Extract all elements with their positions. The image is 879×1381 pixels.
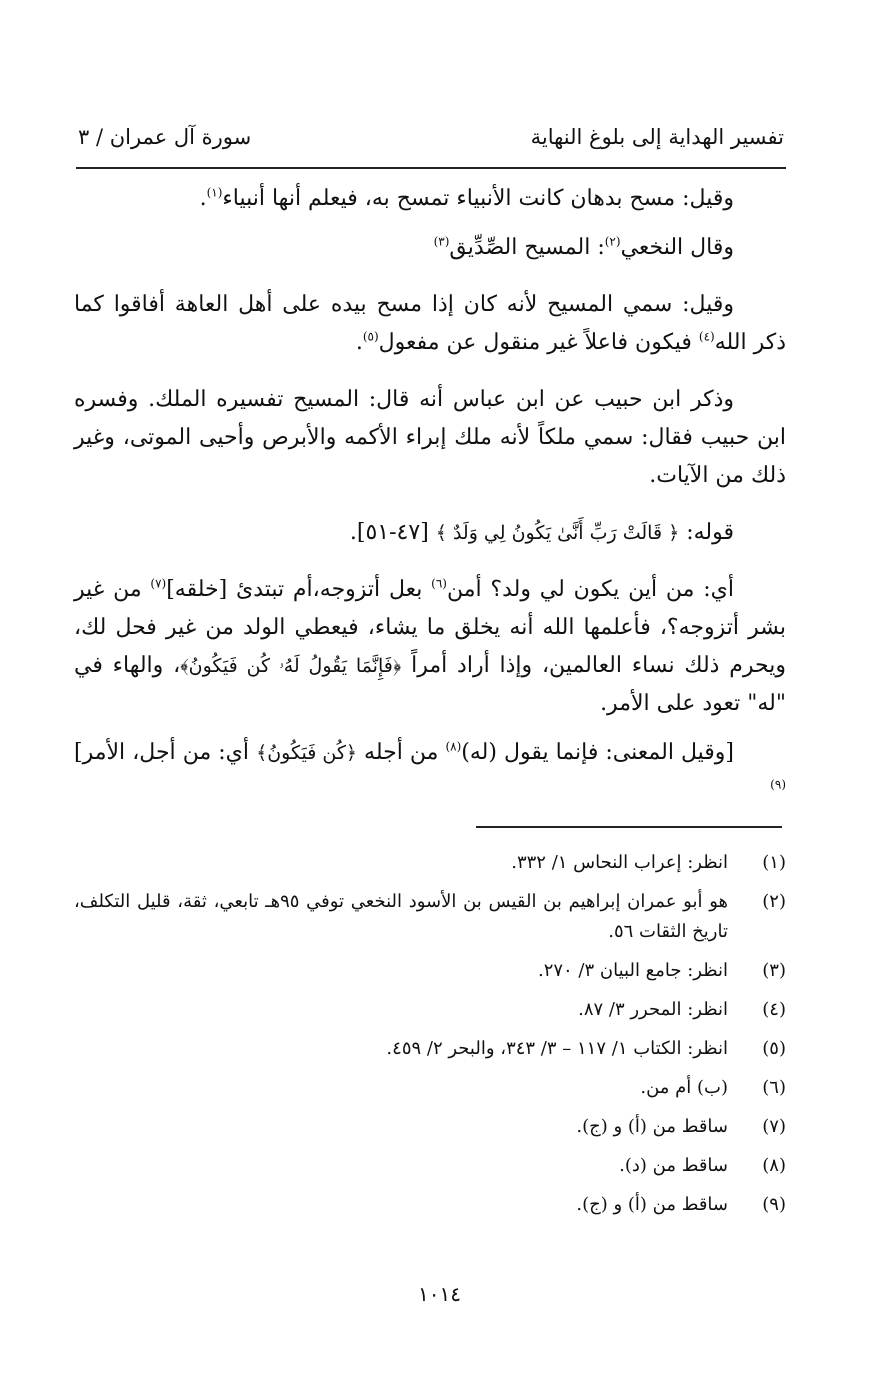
running-header (78, 114, 784, 160)
header-divider (76, 167, 786, 169)
footnote-number: (٧) (762, 1116, 786, 1137)
main-text (74, 180, 786, 829)
paragraph-text: من غير بشر أتزوجه؟، فأعلمها الله أنه يخلق ما يشاء، فيعطي الولد من غير فحل لك، ويحرم ذلك نساء العالمين، وإذا أراد أمراً (74, 577, 786, 678)
quran-verse: ﴿فَإِنَّمَا يَقُولُ لَهُۥ كُن فَيَكُونُ﴾ (180, 655, 402, 677)
paragraph-text: أي: من أجل، الأمر] (74, 740, 257, 765)
footnote-ref: (٧) (150, 576, 167, 591)
footnote-ref: (٤) (698, 329, 715, 344)
footnote-number: (١) (762, 852, 786, 873)
footnote-number: (٣) (762, 960, 786, 981)
footnote-text: انظر: الكتاب ١/ ١١٧ – ٣/ ٣٤٣، والبحر ٢/ ٤٥٩. (386, 1038, 728, 1059)
footnote-ref: (١) (206, 185, 223, 200)
paragraph-2 (74, 229, 786, 267)
footnote-item (74, 1112, 786, 1142)
footnote-number: (٨) (762, 1155, 786, 1176)
paragraph-text: وقيل: سمي المسيح لأنه كان إذا مسح بيده على أهل العاهة أفاقوا كما ذكر الله (74, 292, 786, 355)
footnote-item (74, 1151, 786, 1181)
footnote-ref: (٥) (362, 329, 379, 344)
page-number: ١٠١٤ (418, 1282, 461, 1306)
book-title: تفسير الهداية إلى بلوغ النهاية (530, 125, 784, 149)
footnote-ref: (٦) (431, 576, 447, 591)
footnote-item (74, 956, 786, 986)
paragraph-6 (74, 571, 786, 723)
footnote-text: انظر: المحرر ٣/ ٨٧. (578, 999, 728, 1020)
footnote-text: ساقط من (د). (619, 1155, 728, 1176)
paragraph-text: وذكر ابن حبيب عن ابن عباس أنه قال: المسيح تفسيره الملك. وفسره ابن حبيب فقال: سمي ملكاً لأنه ملك إبراء الأكمه والأبرص وأحيى الموتى، وغير ذلك من الآيات. (74, 387, 786, 488)
paragraph-text: من أجله (357, 740, 446, 765)
footnote-divider (476, 826, 782, 828)
footnote-item (74, 887, 786, 947)
footnote-text: انظر: جامع البيان ٣/ ٢٧٠. (537, 960, 728, 981)
footnote-text: (ب) أم من. (640, 1077, 728, 1098)
paragraph-7 (74, 734, 786, 810)
footnote-item (74, 995, 786, 1025)
quran-verse: ﴿كُن فَيَكُونُ﴾ (256, 742, 357, 764)
paragraph-text: : المسيح الصِّدِّيق (449, 235, 605, 260)
footnote-number: (٦) (762, 1077, 786, 1098)
paragraph-5 (74, 514, 786, 552)
paragraph-text: . (355, 330, 363, 355)
footnote-item (74, 1073, 786, 1103)
footnote-ref: (٩) (770, 777, 786, 792)
footnote-number: (٤) (762, 999, 786, 1020)
paragraph-text: وقيل: مسح بدهان كانت الأنبياء تمسح به، فيعلم أنها أنبياء (222, 186, 734, 211)
paragraph-3 (74, 286, 786, 362)
paragraph-4 (74, 381, 786, 495)
paragraph-text: بعل أتزوجه،أم تبتدئ [خلقه] (166, 577, 432, 602)
paragraph-text: ، والهاء في "له" تعود على الأمر. (74, 653, 786, 716)
footnote-text: ساقط من (أ) و (ج). (576, 1194, 728, 1215)
verse-reference: [٤٧-٥١]. (349, 520, 436, 545)
footnote-text: ساقط من (أ) و (ج). (576, 1116, 728, 1137)
footnotes-list (74, 848, 786, 1229)
footnote-ref: (٨) (445, 739, 462, 754)
footnote-item (74, 1190, 786, 1220)
paragraph-1 (74, 180, 786, 218)
footnote-text: انظر: إعراب النحاس ١/ ٣٣٢. (511, 852, 728, 873)
footnote-number: (٩) (762, 1194, 786, 1215)
footnote-item (74, 848, 786, 878)
footnote-number: (٢) (762, 891, 786, 912)
footnote-ref: (٣) (433, 234, 450, 249)
paragraph-text: [وقيل المعنى: فإنما يقول (له) (461, 740, 734, 765)
footnote-number: (٥) (762, 1038, 786, 1059)
paragraph-text: فيكون فاعلاً غير منقول عن مفعول (378, 330, 699, 355)
surah-label: سورة آل عمران / ٣ (78, 125, 252, 149)
paragraph-text: قوله: (679, 520, 734, 545)
paragraph-text: . (199, 186, 207, 211)
footnote-item (74, 1034, 786, 1064)
paragraph-text: أي: من أين يكون لي ولد؟ أمن (446, 577, 734, 602)
footnote-text: هو أبو عمران إبراهيم بن القيس بن الأسود النخعي توفي ٩٥هـ تابعي، ثقة، قليل التكلف، تاريخ الثقات ٥٦. (74, 891, 728, 942)
paragraph-text: وقال النخعي (620, 235, 734, 260)
quran-verse: ﴿ قَالَتْ رَبِّ أَنَّىٰ يَكُونُ لِي وَلَدٌ ﴾ (435, 522, 680, 544)
footnote-ref: (٢) (604, 234, 621, 249)
